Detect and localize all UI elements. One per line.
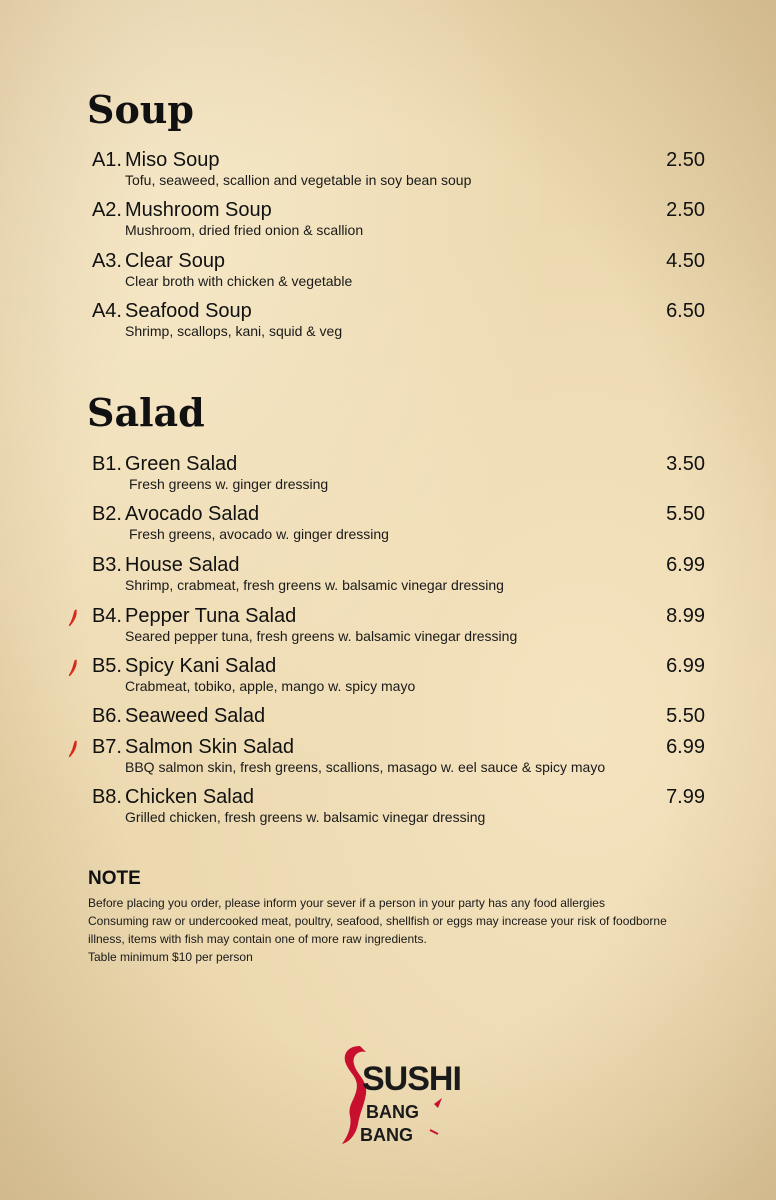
note-line: illness, items with fish may contain one of more raw ingredients. xyxy=(88,932,427,946)
logo-swoosh-icon xyxy=(430,1130,438,1134)
chili-pepper-icon xyxy=(68,659,78,677)
item-code: A4. xyxy=(91,300,122,322)
logo-line2: BANG xyxy=(366,1102,419,1122)
item-price: 2.50 xyxy=(666,199,705,221)
item-description: Mushroom, dried fried onion & scallion xyxy=(125,222,364,238)
item-description: Shrimp, scallops, kani, squid & veg xyxy=(125,323,343,339)
menu-item-b4 xyxy=(0,604,776,654)
item-description: Tofu, seaweed, scallion and vegetable in soy bean soup xyxy=(125,172,472,188)
item-code: A1. xyxy=(91,149,122,171)
item-code: B3. xyxy=(91,554,122,576)
item-name: Green Salad xyxy=(125,453,238,475)
soup-section-title: Soup xyxy=(87,87,194,132)
item-code: B6. xyxy=(91,705,122,727)
item-description: Shrimp, crabmeat, fresh greens w. balsamic vinegar dressing xyxy=(125,577,504,593)
item-description: Clear broth with chicken & vegetable xyxy=(125,273,353,289)
logo-line1: SUSHI xyxy=(362,1060,461,1098)
item-price: 7.99 xyxy=(666,786,705,808)
item-name: Seafood Soup xyxy=(125,300,252,322)
item-name: House Salad xyxy=(125,554,240,576)
item-name: Chicken Salad xyxy=(125,786,254,808)
menu-item-b3 xyxy=(0,553,776,603)
item-name: Spicy Kani Salad xyxy=(125,655,277,677)
chili-pepper-icon xyxy=(68,609,78,627)
menu-item-b5 xyxy=(0,654,776,704)
item-code: B7. xyxy=(91,736,122,758)
item-price: 5.50 xyxy=(666,705,705,727)
item-price: 3.50 xyxy=(666,453,705,475)
item-name: Avocado Salad xyxy=(125,503,260,525)
note-line: Table minimum $10 per person xyxy=(88,950,253,964)
logo-spark-icon xyxy=(434,1098,442,1108)
item-name: Mushroom Soup xyxy=(125,199,272,221)
item-description: Fresh greens, avocado w. ginger dressing xyxy=(129,526,389,542)
menu-item-a3 xyxy=(0,249,776,299)
item-price: 6.99 xyxy=(666,655,705,677)
item-price: 5.50 xyxy=(666,503,705,525)
menu-item-a2 xyxy=(0,198,776,248)
item-code: B2. xyxy=(91,503,122,525)
item-code: A3. xyxy=(91,250,122,272)
menu-item-b1 xyxy=(0,452,776,502)
menu-item-b2 xyxy=(0,502,776,552)
item-code: B8. xyxy=(91,786,122,808)
item-price: 4.50 xyxy=(666,250,705,272)
item-price: 2.50 xyxy=(666,149,705,171)
allergy-note xyxy=(88,868,728,966)
sushi-bang-bang-logo xyxy=(338,1040,461,1150)
item-name: Salmon Skin Salad xyxy=(125,736,294,758)
item-code: B1. xyxy=(91,453,122,475)
item-name: Clear Soup xyxy=(125,250,226,272)
item-description: Grilled chicken, fresh greens w. balsamic vinegar dressing xyxy=(125,809,486,825)
item-price: 6.99 xyxy=(666,554,705,576)
menu-item-b8 xyxy=(0,785,776,835)
menu-item-a4 xyxy=(0,299,776,349)
note-line: Consuming raw or undercooked meat, poultry, seafood, shellfish or eggs may increase your risk of foodborne xyxy=(88,914,667,928)
item-code: B5. xyxy=(91,655,122,677)
item-price: 6.50 xyxy=(666,300,705,322)
item-description: Fresh greens w. ginger dressing xyxy=(129,476,329,492)
item-name: Pepper Tuna Salad xyxy=(125,605,297,627)
item-price: 6.99 xyxy=(666,736,705,758)
chili-pepper-icon xyxy=(68,740,78,758)
menu-item-a1 xyxy=(0,148,776,198)
item-price: 8.99 xyxy=(666,605,705,627)
note-line: Before placing you order, please inform your sever if a person in your party has any food allergies xyxy=(88,896,605,910)
item-name: Miso Soup xyxy=(125,149,220,171)
item-name: Seaweed Salad xyxy=(125,705,266,727)
salad-section-title: Salad xyxy=(87,390,205,435)
item-description: Seared pepper tuna, fresh greens w. balsamic vinegar dressing xyxy=(125,628,518,644)
item-code: B4. xyxy=(91,605,122,627)
item-description: Crabmeat, tobiko, apple, mango w. spicy mayo xyxy=(125,678,416,694)
note-title: NOTE xyxy=(88,868,141,889)
logo-line3: BANG xyxy=(360,1125,413,1145)
item-description: BBQ salmon skin, fresh greens, scallions, masago w. eel sauce & spicy mayo xyxy=(125,759,606,775)
menu-item-b7 xyxy=(0,735,776,785)
item-code: A2. xyxy=(91,199,122,221)
